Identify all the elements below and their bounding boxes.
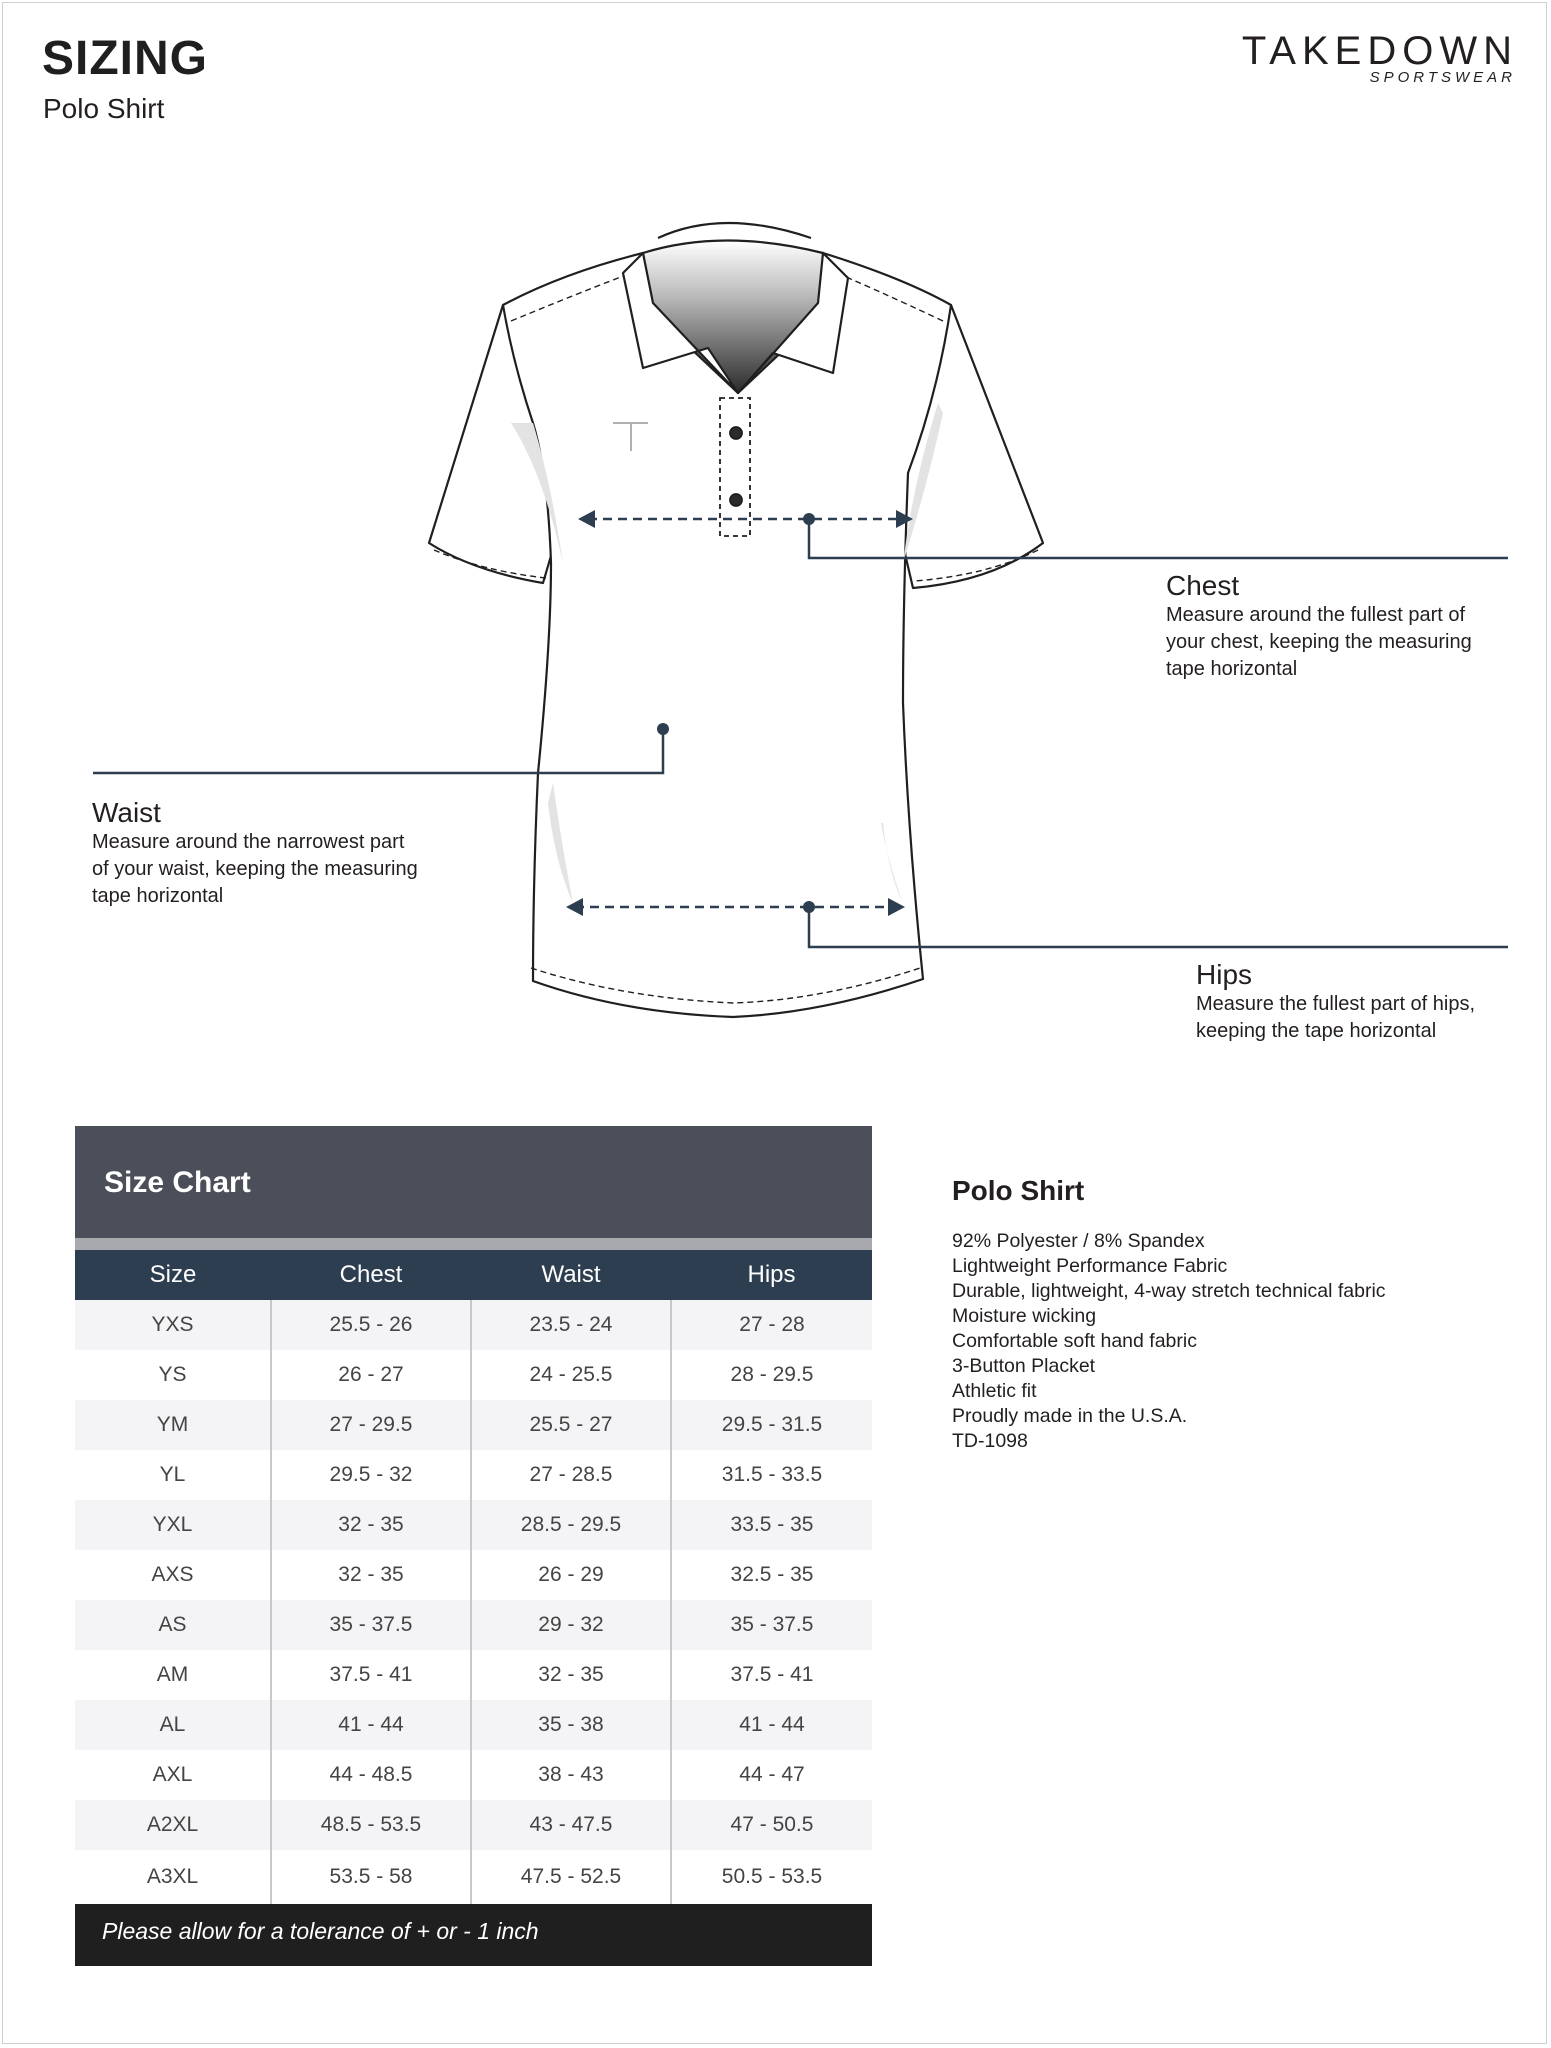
table-row — [75, 1500, 872, 1550]
chest-cell: 35 - 37.5 — [271, 1600, 471, 1650]
chest-cell: 29.5 - 32 — [271, 1450, 471, 1500]
table-row — [75, 1700, 872, 1750]
hips-cell: 29.5 - 31.5 — [671, 1400, 872, 1450]
chest-cell: 26 - 27 — [271, 1350, 471, 1400]
placket — [720, 398, 750, 536]
waist-cell: 38 - 43 — [471, 1750, 671, 1800]
chest-cell: 32 - 35 — [271, 1500, 471, 1550]
chest-cell: 44 - 48.5 — [271, 1750, 471, 1800]
size-cell: A3XL — [146, 1865, 199, 1888]
hips-cell: 32.5 - 35 — [671, 1550, 872, 1600]
size-cell: A2XL — [75, 1800, 271, 1850]
product-feature: Lightweight Performance Fabric — [952, 1255, 1228, 1277]
waist-cell: 47.5 - 52.5 — [471, 1850, 671, 1904]
size-cell: YL — [159, 1463, 186, 1486]
chest-cell: 53.5 - 58 — [271, 1850, 471, 1904]
table-row — [75, 1450, 872, 1500]
hips-heading: Hips — [1196, 959, 1253, 990]
size-cell: AM — [156, 1663, 189, 1686]
waist-cell: 26 - 29 — [471, 1550, 671, 1600]
hips-cell: 27 - 28 — [671, 1300, 872, 1350]
table-row — [75, 1650, 872, 1700]
waist-cell: 28.5 - 29.5 — [471, 1500, 671, 1550]
hips-cell: 41 - 44 — [671, 1700, 872, 1750]
table-header-row — [75, 1250, 872, 1300]
product-info — [952, 1175, 1512, 1454]
size-cell: AS — [75, 1600, 271, 1650]
sizing-sheet — [2, 2, 1547, 2044]
waist-callout — [92, 797, 418, 910]
hips-cell: 47 - 50.5 — [671, 1800, 872, 1850]
size-cell: AXS — [151, 1563, 194, 1586]
hips-callout — [1196, 959, 1475, 1045]
size-cell: AL — [75, 1700, 271, 1750]
hips-cell: 31.5 - 33.5 — [671, 1450, 872, 1500]
chest-description-line: tape horizontal — [1166, 658, 1298, 680]
chest-cell: 37.5 - 41 — [271, 1650, 471, 1700]
column-header-waist: Waist — [471, 1250, 671, 1300]
product-feature: Athletic fit — [952, 1380, 1037, 1402]
hips-description-line: keeping the tape horizontal — [1196, 1020, 1437, 1042]
hips-cell: 50.5 - 53.5 — [671, 1850, 872, 1904]
table-row — [75, 1300, 872, 1350]
column-header-size: Size — [75, 1250, 271, 1300]
product-feature: 92% Polyester / 8% Spandex — [952, 1230, 1205, 1252]
waist-description-line: tape horizontal — [92, 885, 224, 907]
chest-cell: 41 - 44 — [271, 1700, 471, 1750]
size-chart-table — [75, 1250, 872, 1904]
waist-cell: 29 - 32 — [471, 1600, 671, 1650]
product-feature: 3-Button Placket — [952, 1355, 1096, 1377]
size-cell: YXS — [75, 1300, 271, 1350]
chest-heading: Chest — [1166, 570, 1240, 601]
size-cell: YM — [75, 1400, 271, 1450]
waist-cell: 43 - 47.5 — [471, 1800, 671, 1850]
chest-cell: 27 - 29.5 — [271, 1400, 471, 1450]
waist-cell: 35 - 38 — [471, 1700, 671, 1750]
size-chart-title: Size Chart — [75, 1126, 872, 1238]
hips-cell: 33.5 - 35 — [671, 1500, 872, 1550]
waist-cell: 27 - 28.5 — [471, 1450, 671, 1500]
table-row — [75, 1400, 872, 1450]
waist-cell: 25.5 - 27 — [471, 1400, 671, 1450]
tolerance-note: Please allow for a tolerance of + or - 1 inch — [75, 1904, 872, 1966]
product-info-title: Polo Shirt — [952, 1175, 1085, 1206]
table-row — [75, 1550, 872, 1600]
hips-cell: 35 - 37.5 — [671, 1600, 872, 1650]
size-chart-divider — [75, 1238, 872, 1250]
waist-cell: 24 - 25.5 — [471, 1350, 671, 1400]
hips-cell: 44 - 47 — [671, 1750, 872, 1800]
size-cell: YXL — [75, 1500, 271, 1550]
chest-cell: 25.5 - 26 — [271, 1300, 471, 1350]
product-feature: Comfortable soft hand fabric — [952, 1330, 1197, 1352]
size-cell: AXL — [152, 1763, 193, 1786]
waist-cell: 32 - 35 — [471, 1650, 671, 1700]
size-chart — [75, 1126, 872, 1966]
brand-logo-main: TAKEDOWN — [1241, 29, 1518, 73]
page-title: SIZING — [42, 32, 209, 85]
table-row — [75, 1850, 872, 1904]
table-row — [75, 1600, 872, 1650]
polo-shirt-illustration — [3, 3, 1548, 1103]
page-subtitle: Polo Shirt — [43, 93, 165, 124]
hips-cell: 37.5 - 41 — [671, 1650, 872, 1700]
table-row — [75, 1800, 872, 1850]
table-row — [75, 1350, 872, 1400]
waist-description-line: Measure around the narrowest part — [92, 831, 405, 853]
brand-logo-sub: SPORTSWEAR — [1369, 69, 1516, 86]
waist-description-line: of your waist, keeping the measuring — [92, 858, 418, 880]
hips-description-line: Measure the fullest part of hips, — [1196, 993, 1476, 1015]
size-cell: YS — [158, 1363, 187, 1386]
table-row — [75, 1750, 872, 1800]
waist-heading: Waist — [92, 797, 161, 828]
chest-cell: 48.5 - 53.5 — [271, 1800, 471, 1850]
column-header-chest: Chest — [271, 1250, 471, 1300]
waist-cell: 23.5 - 24 — [471, 1300, 671, 1350]
product-feature: Moisture wicking — [952, 1305, 1097, 1327]
column-header-hips: Hips — [671, 1250, 872, 1300]
chest-cell: 32 - 35 — [271, 1550, 471, 1600]
chest-description-line: your chest, keeping the measuring — [1166, 631, 1472, 653]
product-feature: Durable, lightweight, 4-way stretch technical fabric — [952, 1280, 1386, 1302]
product-code: TD-1098 — [952, 1430, 1028, 1452]
chest-description-line: Measure around the fullest part of — [1166, 604, 1466, 626]
product-feature: Proudly made in the U.S.A. — [952, 1405, 1188, 1427]
chest-callout — [1166, 570, 1472, 683]
hips-cell: 28 - 29.5 — [671, 1350, 872, 1400]
